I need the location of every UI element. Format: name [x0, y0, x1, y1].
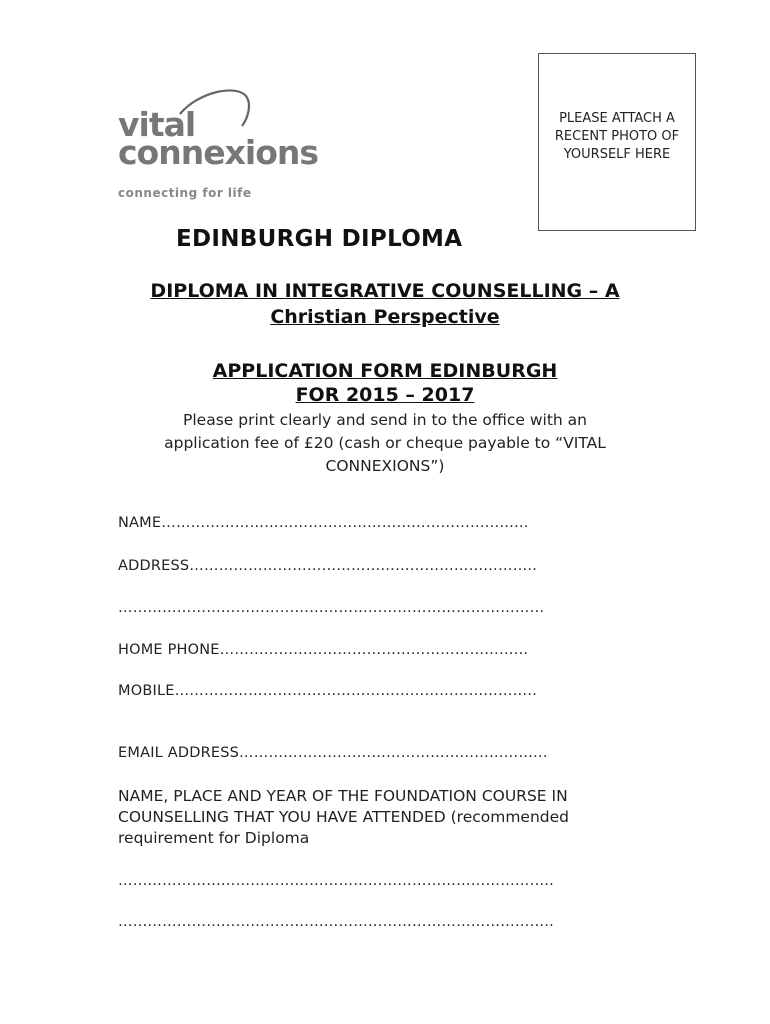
question-line-1: NAME, PLACE AND YEAR OF THE FOUNDATION COURSE IN — [118, 787, 568, 805]
foundation-course-question — [118, 786, 658, 849]
name-field[interactable]: NAME………………………………………………………………… — [118, 515, 529, 531]
instructions-line-3: CONNEXIONS”) — [325, 457, 445, 475]
logo-tagline: connecting for life — [118, 186, 252, 200]
subtitle-line-2: Christian Perspective — [270, 306, 500, 328]
vital-connexions-logo — [118, 86, 318, 206]
application-heading — [110, 359, 660, 407]
subtitle-line-1: DIPLOMA IN INTEGRATIVE COUNSELLING – A — [150, 280, 620, 302]
instructions-text — [110, 409, 660, 478]
address-line-2-field[interactable]: …………………………………………………………………………… — [118, 600, 545, 616]
foundation-course-answer-line-1[interactable]: …………………………………………………………………………….. — [118, 873, 554, 889]
diploma-subtitle — [110, 278, 660, 330]
photo-box-line-3: YOURSELF HERE — [563, 147, 671, 162]
logo-word-connexions: connexions — [118, 133, 319, 172]
foundation-course-answer-line-2[interactable]: …………………………………………………………………………….. — [118, 914, 554, 930]
photo-attachment-box — [538, 53, 696, 231]
logo-word-vital: vital — [118, 105, 196, 144]
photo-box-line-1: PLEASE ATTACH A — [559, 111, 675, 126]
application-line-1: APPLICATION FORM EDINBURGH — [212, 360, 558, 382]
home-phone-field[interactable]: HOME PHONE……………………………………………………… — [118, 642, 529, 658]
photo-box-line-2: RECENT PHOTO OF — [554, 129, 680, 144]
address-field[interactable]: ADDRESS…………………………………………………………….. — [118, 558, 538, 574]
question-line-3: requirement for Diploma — [118, 829, 310, 847]
mobile-field[interactable]: MOBILE……………………………………………………………….. — [118, 683, 538, 699]
email-address-field[interactable]: EMAIL ADDRESS……………………………………………………… — [118, 745, 548, 761]
instructions-line-1: Please print clearly and send in to the office with an — [183, 411, 587, 429]
instructions-line-2: application fee of £20 (cash or cheque payable to “VITAL — [164, 434, 606, 452]
question-line-2: COUNSELLING THAT YOU HAVE ATTENDED (recommended — [118, 808, 570, 826]
page-title: EDINBURGH DIPLOMA — [176, 226, 463, 252]
application-line-2: FOR 2015 – 2017 — [295, 384, 475, 406]
